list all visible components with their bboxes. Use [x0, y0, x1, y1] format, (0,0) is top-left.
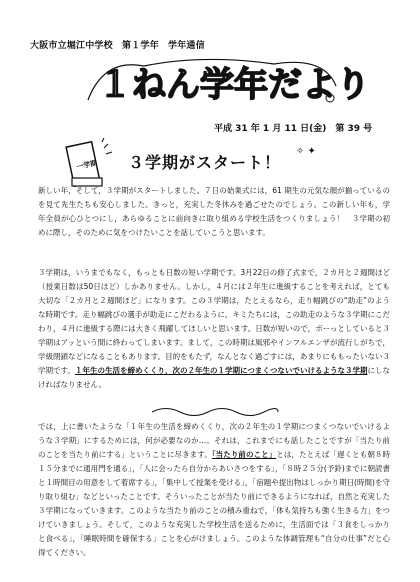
school-line: 大阪市立堀江中学校 第１学年 学年通信: [30, 41, 205, 51]
masthead-text: １ねん学年だより: [98, 65, 370, 105]
trophy-label: 一学期: [75, 159, 98, 172]
issue-dateline: 平成 31 年 1 月 11 日(金) 第 39 号: [214, 124, 373, 134]
paragraph-term-text: ３学期は，いうまでもなく，もっとも日数の短い学期です。3月22日の修了式まで，２カ月と２週間ほど（授業日数は50日ほど）しかありません。しかし，４月には２年生に進級することを考えれば，とても大切な「２カ月と２週間ほど」になります。この３学期は，たとえるなら，走り幅跳びの“助走”のような時期です。走り幅跳びの選手が助走にこだわるように，キミたちには，この助走のような３学期にこだわり，４月に進級する際には大きく飛躍してほしいと思います。日数が短いので，ボーっとしていると３学期はアッという間に終わってしまいます。まして，この時期は風邪やインフルエンザが流行しがちで，学級閉鎖などになることもあります。目的をもたず，なんとなく過ごすには，あまりにももったいない３学期です。: [38, 268, 390, 375]
paragraph-term-description: [38, 266, 390, 392]
paragraph-advice: [38, 420, 390, 560]
paragraph-term-ending: にしなければなりません。: [38, 366, 390, 389]
divider-ornament: [150, 404, 280, 418]
paragraph-term-emphasis: １年生の生活を締めくくり，次の２年生の１学期につまくつないでいけるような３学期: [74, 366, 368, 375]
paragraph-advice-keyword: 「当たり前のこと」: [211, 450, 277, 459]
masthead-title: [84, 56, 370, 108]
paragraph-intro: 新しい年，そして，３学期がスタートしました。７日の始業式には，61 期生の元気な顔が揃っているのを見て先生たちも安心しました。きっと，充実した冬休みを過ごせたのでしょう。この新しい年も，学年全員が心ひとつにし，あらゆることに前向きに取り組める学校生活をつくりましょう！ ３学期の初めに際し，そのために気をつけたいことを話していこうと思います。: [38, 186, 390, 237]
article-headline: ３学期がスタート！: [128, 153, 282, 172]
trophy-illustration: [58, 138, 116, 190]
sparkle-icon: ✧ ✦: [296, 146, 316, 157]
paragraph-advice-rest: とは，たとえば「遅くとも朝８時１５分までに通用門を通る」，「人に会ったら自分からあいさつをする」，「８時２５分(予鈴)までに朝読書と１時間目の用意をして着席する」，「集中して授業を受ける」，「宿題や提出物はしっかり期日(時間)を守り取り組む」などといったことです。そういったことが当たり前にできるようになれば，自然と充実した３学期になっていきます。このような当たり前のことの積み重ねで，「体も気持ちも強く生きる力」をつけていきましょう。そして，このような充実した学校生活を送るために，生活面では「３食をしっかりと食べる」，「睡眠時間を確保する」ことを心がけましょう。このような体調管理も“自分の仕事”だと心得てください。: [38, 450, 391, 557]
paragraph-advice-text: では，上に書いたような「１年生の生活を締めくくり，次の２年生の１学期につまくつないでいけるような３学期」にするためには，何が必要なのか…。それは，これまでにも話したことですが「当たり前のことを当たり前にする」ということに尽きます。: [38, 422, 390, 459]
masthead-graphic: [84, 56, 370, 108]
